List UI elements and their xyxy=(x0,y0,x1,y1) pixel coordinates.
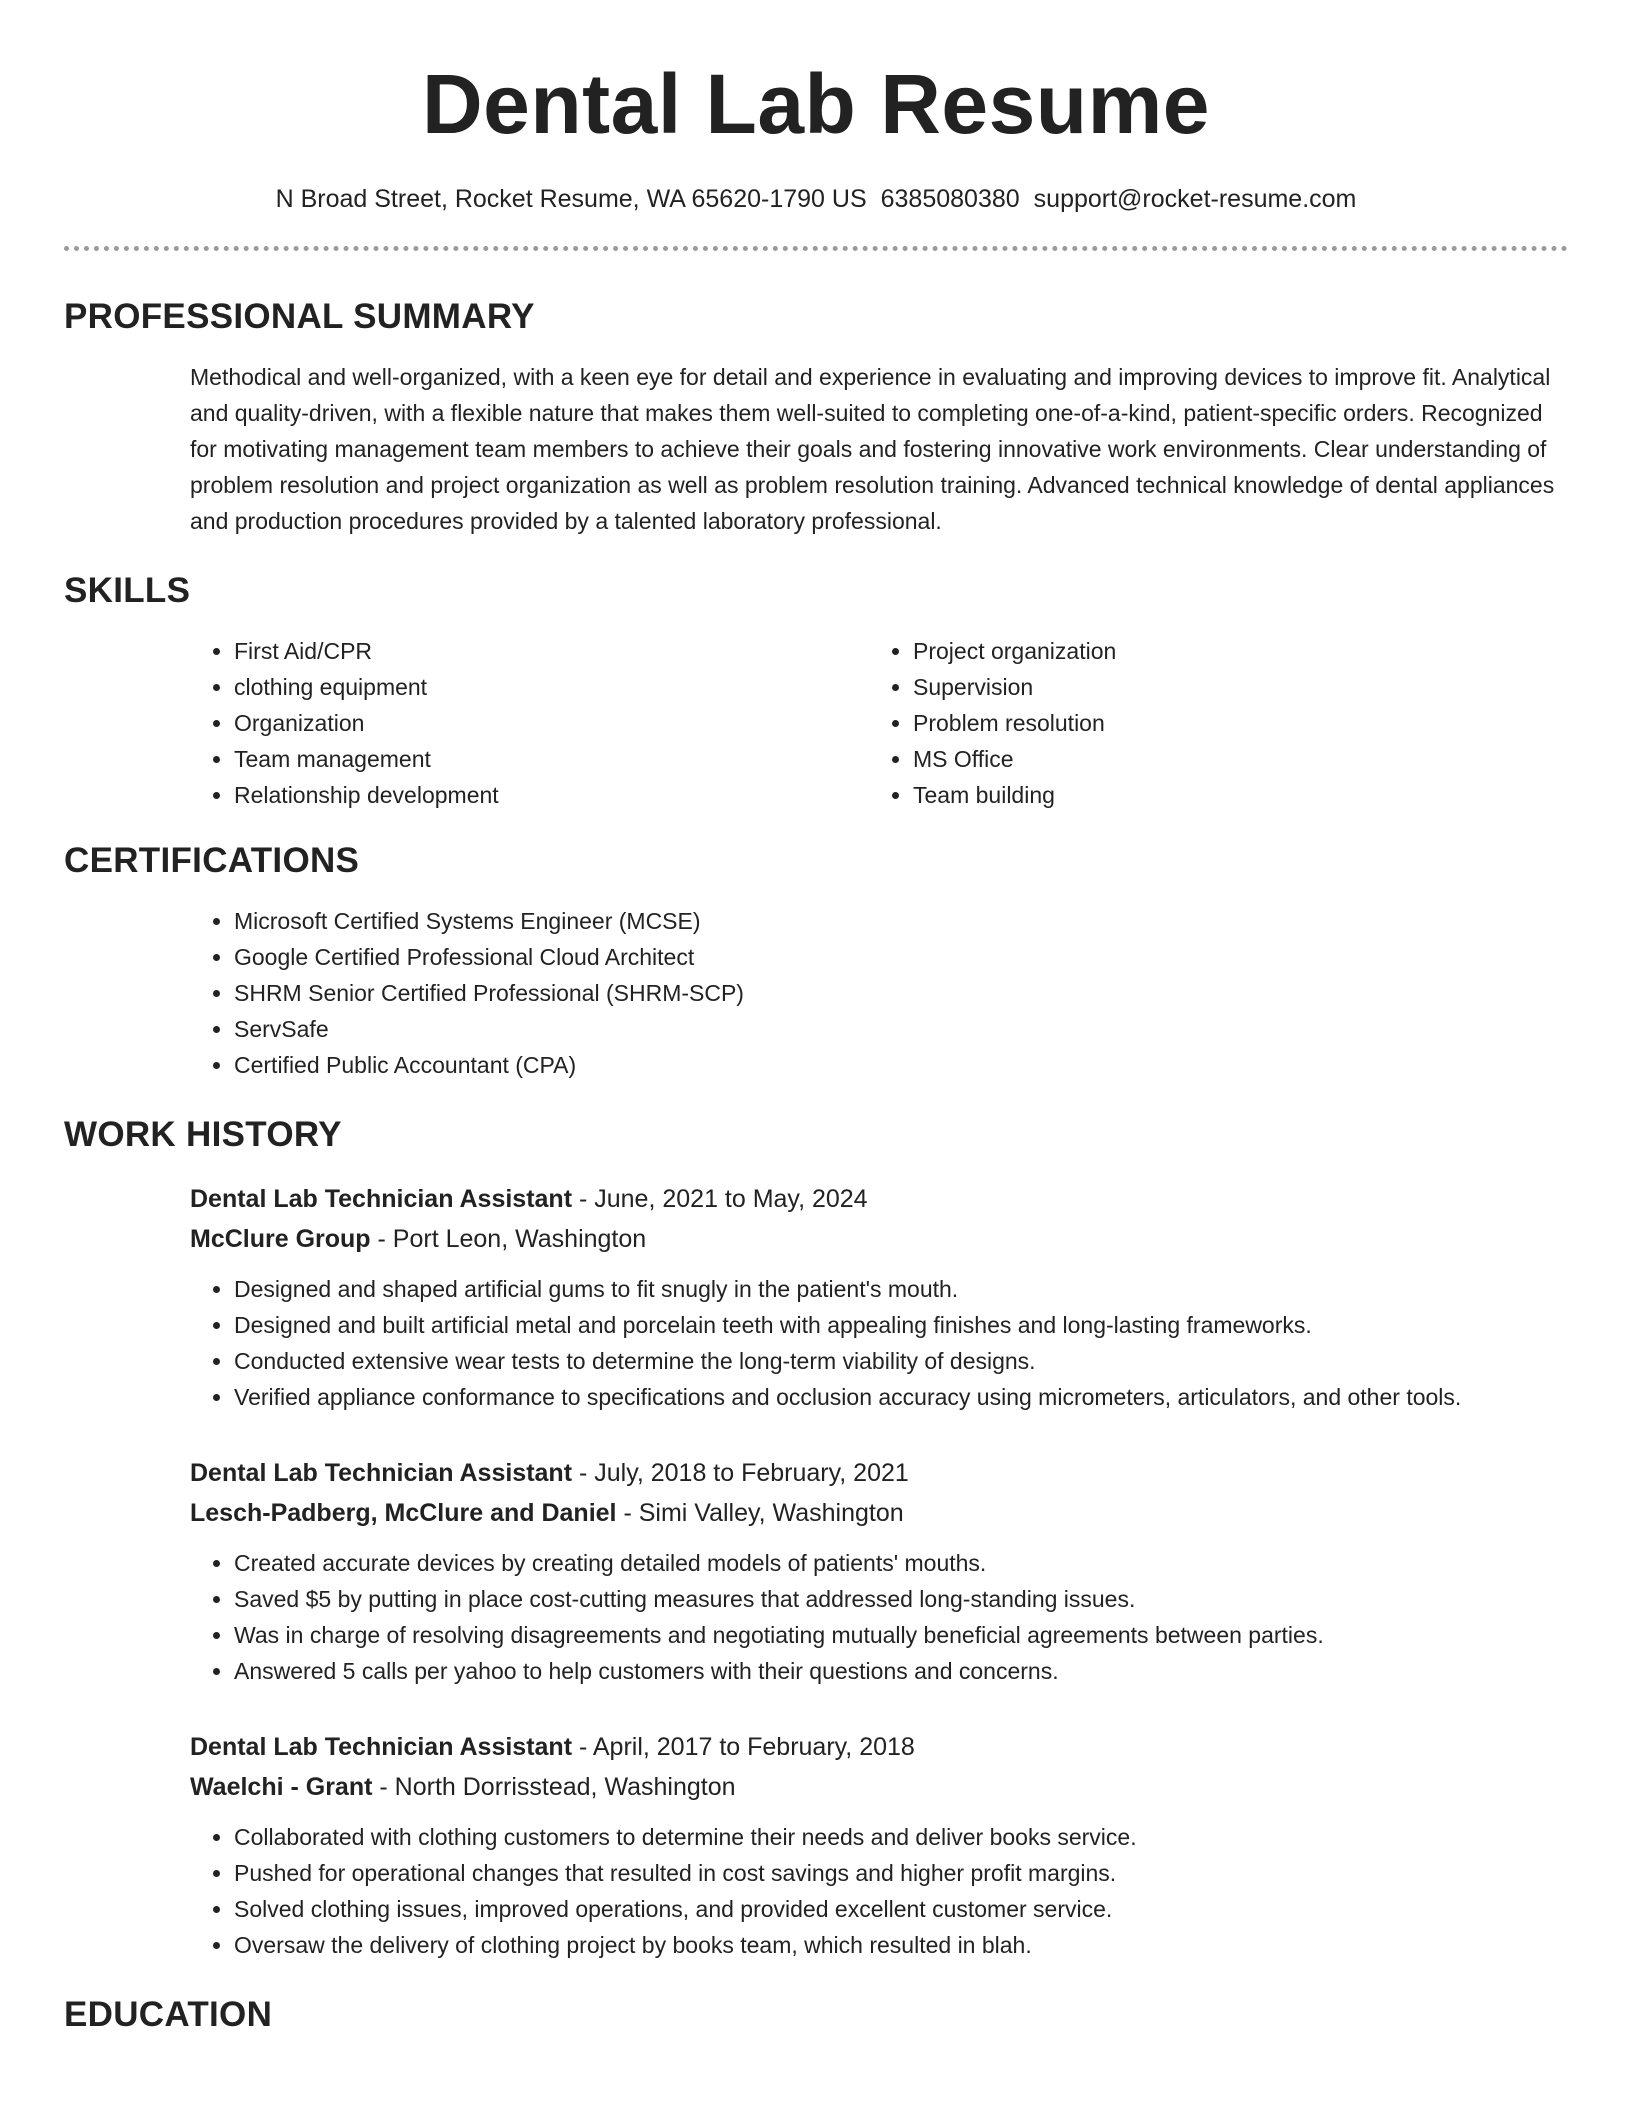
job-location: - Port Leon, Washington xyxy=(370,1225,647,1253)
job-bullets xyxy=(190,1545,1568,1689)
skills-grid xyxy=(64,633,1568,813)
skill-item: • Supervision xyxy=(913,669,1423,705)
job-title-line xyxy=(190,1727,1568,1767)
certification-item: • Certified Public Accountant (CPA) xyxy=(234,1047,1568,1083)
job-entry xyxy=(190,1453,1568,1689)
job-bullet: • Answered 5 calls per yahoo to help customers with their questions and concerns. xyxy=(234,1653,1568,1689)
job-bullet: • Solved clothing issues, improved operations, and provided excellent customer service. xyxy=(234,1891,1568,1927)
job-company: Waelchi - Grant xyxy=(190,1773,373,1801)
certifications-list xyxy=(64,903,1568,1083)
job-bullet: • Pushed for operational changes that resulted in cost savings and higher profit margins. xyxy=(234,1855,1568,1891)
section-title-education: EDUCATION xyxy=(64,1995,273,2034)
contact-address: N Broad Street, Rocket Resume, WA 65620-1790 US xyxy=(275,185,867,213)
contact-phone: 6385080380 xyxy=(880,185,1020,213)
certification-item: • SHRM Senior Certified Professional (SHRM-SCP) xyxy=(234,975,1568,1011)
job-bullet: • Conducted extensive wear tests to determine the long-term viability of designs. xyxy=(234,1343,1568,1379)
job-location: - Simi Valley, Washington xyxy=(616,1499,904,1527)
job-entry xyxy=(190,1727,1568,1963)
job-bullet: • Was in charge of resolving disagreements and negotiating mutually beneficial agreements between parties. xyxy=(234,1617,1568,1653)
job-title: Dental Lab Technician Assistant xyxy=(190,1459,573,1487)
skill-item: • First Aid/CPR xyxy=(234,633,744,669)
job-company-line xyxy=(190,1219,1568,1259)
skill-item: • Relationship development xyxy=(234,777,744,813)
job-dates: - June, 2021 to May, 2024 xyxy=(572,1185,868,1213)
resume-title: Dental Lab Resume xyxy=(421,57,1211,151)
contact-line xyxy=(64,182,1568,216)
section-title-work-history: WORK HISTORY xyxy=(64,1115,342,1154)
job-entry xyxy=(190,1179,1568,1415)
job-company: McClure Group xyxy=(190,1225,371,1253)
job-title-line xyxy=(190,1453,1568,1493)
summary-text: Methodical and well-organized, with a keen eye for detail and experience in evaluating and improving devices to improve fit. Analytical and quality-driven, with a flexible nature that makes them well-suited to completing one-of-a-kind, patient-specific orders. Recognized for motivating management team members to achieve their goals and fostering innovative work environments. Clear understanding of problem resolution and project organization as well as problem resolution training. Advanced technical knowledge of dental appliances and production procedures provided by a talented laboratory professional. xyxy=(190,364,1555,534)
job-bullet: • Created accurate devices by creating detailed models of patients' mouths. xyxy=(234,1545,1568,1581)
skill-item: • clothing equipment xyxy=(234,669,744,705)
section-title-skills: SKILLS xyxy=(64,571,191,610)
job-bullets xyxy=(190,1271,1568,1415)
section-title-summary: PROFESSIONAL SUMMARY xyxy=(64,297,535,336)
job-bullet: • Oversaw the delivery of clothing project by books team, which resulted in blah. xyxy=(234,1927,1568,1963)
section-title-certifications: CERTIFICATIONS xyxy=(64,841,360,880)
contact-email: support@rocket-resume.com xyxy=(1033,185,1357,213)
job-title: Dental Lab Technician Assistant xyxy=(190,1185,573,1213)
job-bullet: • Saved $5 by putting in place cost-cutting measures that addressed long-standing issues. xyxy=(234,1581,1568,1617)
skills-list-right xyxy=(744,633,1423,813)
skill-item: • MS Office xyxy=(913,741,1423,777)
job-title-line xyxy=(190,1179,1568,1219)
certification-item: • Microsoft Certified Systems Engineer (MCSE) xyxy=(234,903,1568,939)
job-title: Dental Lab Technician Assistant xyxy=(190,1733,573,1761)
job-bullets xyxy=(190,1819,1568,1963)
job-location: - North Dorrisstead, Washington xyxy=(372,1773,736,1801)
job-company-line xyxy=(190,1767,1568,1807)
job-company: Lesch-Padberg, McClure and Daniel xyxy=(190,1499,617,1527)
header-divider xyxy=(64,246,1568,251)
job-bullet: • Designed and built artificial metal and porcelain teeth with appealing finishes and long-lasting frameworks. xyxy=(234,1307,1568,1343)
skill-item: • Team management xyxy=(234,741,744,777)
job-company-line xyxy=(190,1493,1568,1533)
job-dates: - April, 2017 to February, 2018 xyxy=(572,1733,915,1761)
skills-list-left xyxy=(64,633,744,813)
job-dates: - July, 2018 to February, 2021 xyxy=(572,1459,909,1487)
skill-item: • Problem resolution xyxy=(913,705,1423,741)
skill-item: • Project organization xyxy=(913,633,1423,669)
job-bullet: • Verified appliance conformance to specifications and occlusion accuracy using micrometers, articulators, and other tools. xyxy=(234,1379,1568,1415)
certification-item: • Google Certified Professional Cloud Architect xyxy=(234,939,1568,975)
job-bullet: • Collaborated with clothing customers to determine their needs and deliver books service. xyxy=(234,1819,1568,1855)
skill-item: • Team building xyxy=(913,777,1423,813)
job-bullet: • Designed and shaped artificial gums to fit snugly in the patient's mouth. xyxy=(234,1271,1568,1307)
skill-item: • Organization xyxy=(234,705,744,741)
certification-item: • ServSafe xyxy=(234,1011,1568,1047)
resume-page xyxy=(64,0,1568,2037)
